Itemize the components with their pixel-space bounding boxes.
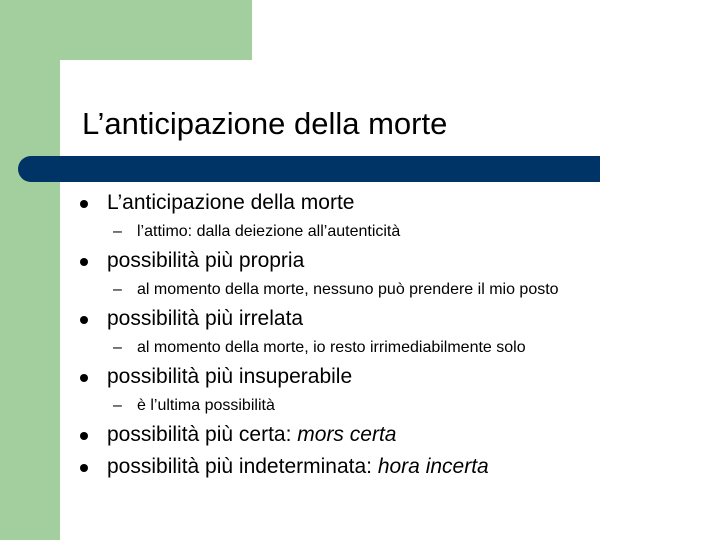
- bullet-dot-icon: [80, 258, 88, 266]
- sub-bullet-text: al momento della morte, io resto irrimediabilmente solo: [137, 339, 526, 356]
- dash-icon: –: [113, 281, 122, 298]
- bullet-dot-icon: [80, 200, 88, 208]
- bullet-emphasis: hora incerta: [377, 455, 489, 478]
- dash-icon: –: [113, 397, 122, 414]
- dash-icon: –: [113, 223, 122, 240]
- bullet-text: [107, 423, 396, 447]
- bullet-text: possibilità più insuperabile: [107, 365, 353, 388]
- bullet-dot-icon: [80, 432, 88, 440]
- bullet-emphasis: mors certa: [297, 423, 397, 446]
- bullet-text: possibilità più propria: [107, 249, 305, 272]
- bullet-text: possibilità più irrelata: [107, 307, 304, 330]
- bullet-text-plain: possibilità più indeterminata:: [107, 455, 378, 478]
- sub-bullet-text: l’attimo: dalla deiezione all’autenticità: [137, 223, 401, 240]
- bullet-text-plain: possibilità più certa:: [107, 423, 298, 446]
- bullet-text: L’anticipazione della morte: [107, 191, 355, 214]
- bullet-dot-icon: [80, 374, 88, 382]
- bullet-text: [107, 455, 489, 479]
- sub-bullet-text: è l’ultima possibilità: [137, 397, 275, 414]
- dash-icon: –: [113, 339, 122, 356]
- bullet-dot-icon: [80, 464, 88, 472]
- bullet-dot-icon: [80, 316, 88, 324]
- sub-bullet-text: al momento della morte, nessuno può prendere il mio posto: [137, 281, 559, 298]
- slide-title: L’anticipazione della morte: [82, 106, 448, 141]
